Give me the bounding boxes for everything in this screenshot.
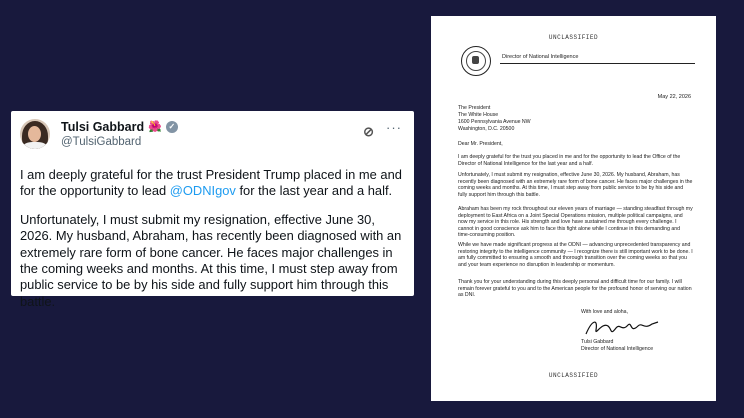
letter-paragraph: I am deeply grateful for the trust you placed in me and for the opportunity to lead the Office of the Director of National Intelligence for the last year and a half.: [458, 154, 681, 167]
post-paragraph-1: I am deeply grateful for the trust President Trump placed in me and for the opportunity to lead @ODNIgov for the last year and a half.: [20, 167, 402, 199]
check-badge-icon[interactable]: ✓: [166, 121, 178, 133]
letter-paragraph: Unfortunately, I must submit my resignation, effective June 30, 2026. My husband, Abraham, has recently been diagnosed with an extremely rare form of bone cancer. He faces major challenges in the coming weeks and months. At this time, I must step away from public service to be by his side and fully support him through this battle.: [458, 172, 693, 198]
letter-paragraph: While we have made significant progress at the ODNI — advancing unprecedented transparency and restoring integrity to the intelligence community — I recognize there is still important work to be done. I am fully committed to ensuring a smooth and thorough transition over the coming weeks so that you and your team experience no disruption in leadership or momentum.: [458, 242, 693, 268]
address-line: The President: [458, 105, 491, 111]
flower-emoji: 🌺: [148, 120, 162, 133]
avatar[interactable]: [20, 119, 50, 149]
grok-icon[interactable]: ⊘: [363, 124, 374, 139]
salutation: Dear Mr. President,: [458, 141, 503, 147]
closing: With love and aloha,: [581, 309, 629, 315]
address-line: 1600 Pennsylvania Avenue NW: [458, 119, 531, 125]
post-paragraph-2: Unfortunately, I must submit my resignation, effective June 30, 2026. My husband, Abraham, has recently been diagnosed with an extremely rare form of bone cancer. He faces major challenges in the coming weeks and months. At this time, I must step away from public service to be by his side and fully support him through this battle.: [20, 211, 402, 309]
letterhead-rule: [500, 63, 695, 64]
letterhead-office: Director of National Intelligence: [502, 54, 579, 60]
classification-bottom: UNCLASSIFIED: [548, 372, 599, 379]
classification-top: UNCLASSIFIED: [548, 34, 599, 41]
signer-name: Tulsi Gabbard: [581, 339, 614, 345]
odni-seal-icon: [461, 46, 491, 76]
resignation-letter: [431, 16, 716, 401]
x-post-card: [11, 111, 414, 309]
post-header: [20, 119, 402, 155]
letter-date: May 22, 2026: [657, 94, 691, 100]
display-name[interactable]: Tulsi Gabbard: [61, 120, 145, 134]
letter-paragraph: Thank you for your understanding during this deeply personal and difficult time for our family. I will remain forever grateful to you and to the American people for the profound honor of serving our nation as DNI.: [458, 279, 692, 299]
display-name-row[interactable]: [61, 120, 178, 134]
user-handle[interactable]: @TulsiGabbard: [61, 136, 142, 148]
post-text: [20, 167, 402, 310]
letter-paragraph: Abraham has been my rock throughout our eleven years of marriage — standing steadfast through my deployment to East Africa on a Joint Special Operations mission, multiple political campaigns, and now my service in this role. His strength and love have sustained me through every challenge. I cannot in good conscience ask him to face this fight alone while I continue in this demanding and time-consuming position.: [458, 206, 693, 239]
signer-title: Director of National Intelligence: [581, 346, 654, 352]
address-line: Washington, D.C. 20500: [458, 126, 515, 132]
mention-link[interactable]: @ODNIgov: [169, 183, 236, 199]
handwritten-signature: [582, 316, 662, 340]
address-line: The White House: [458, 112, 499, 118]
more-options-icon[interactable]: ···: [386, 120, 402, 135]
